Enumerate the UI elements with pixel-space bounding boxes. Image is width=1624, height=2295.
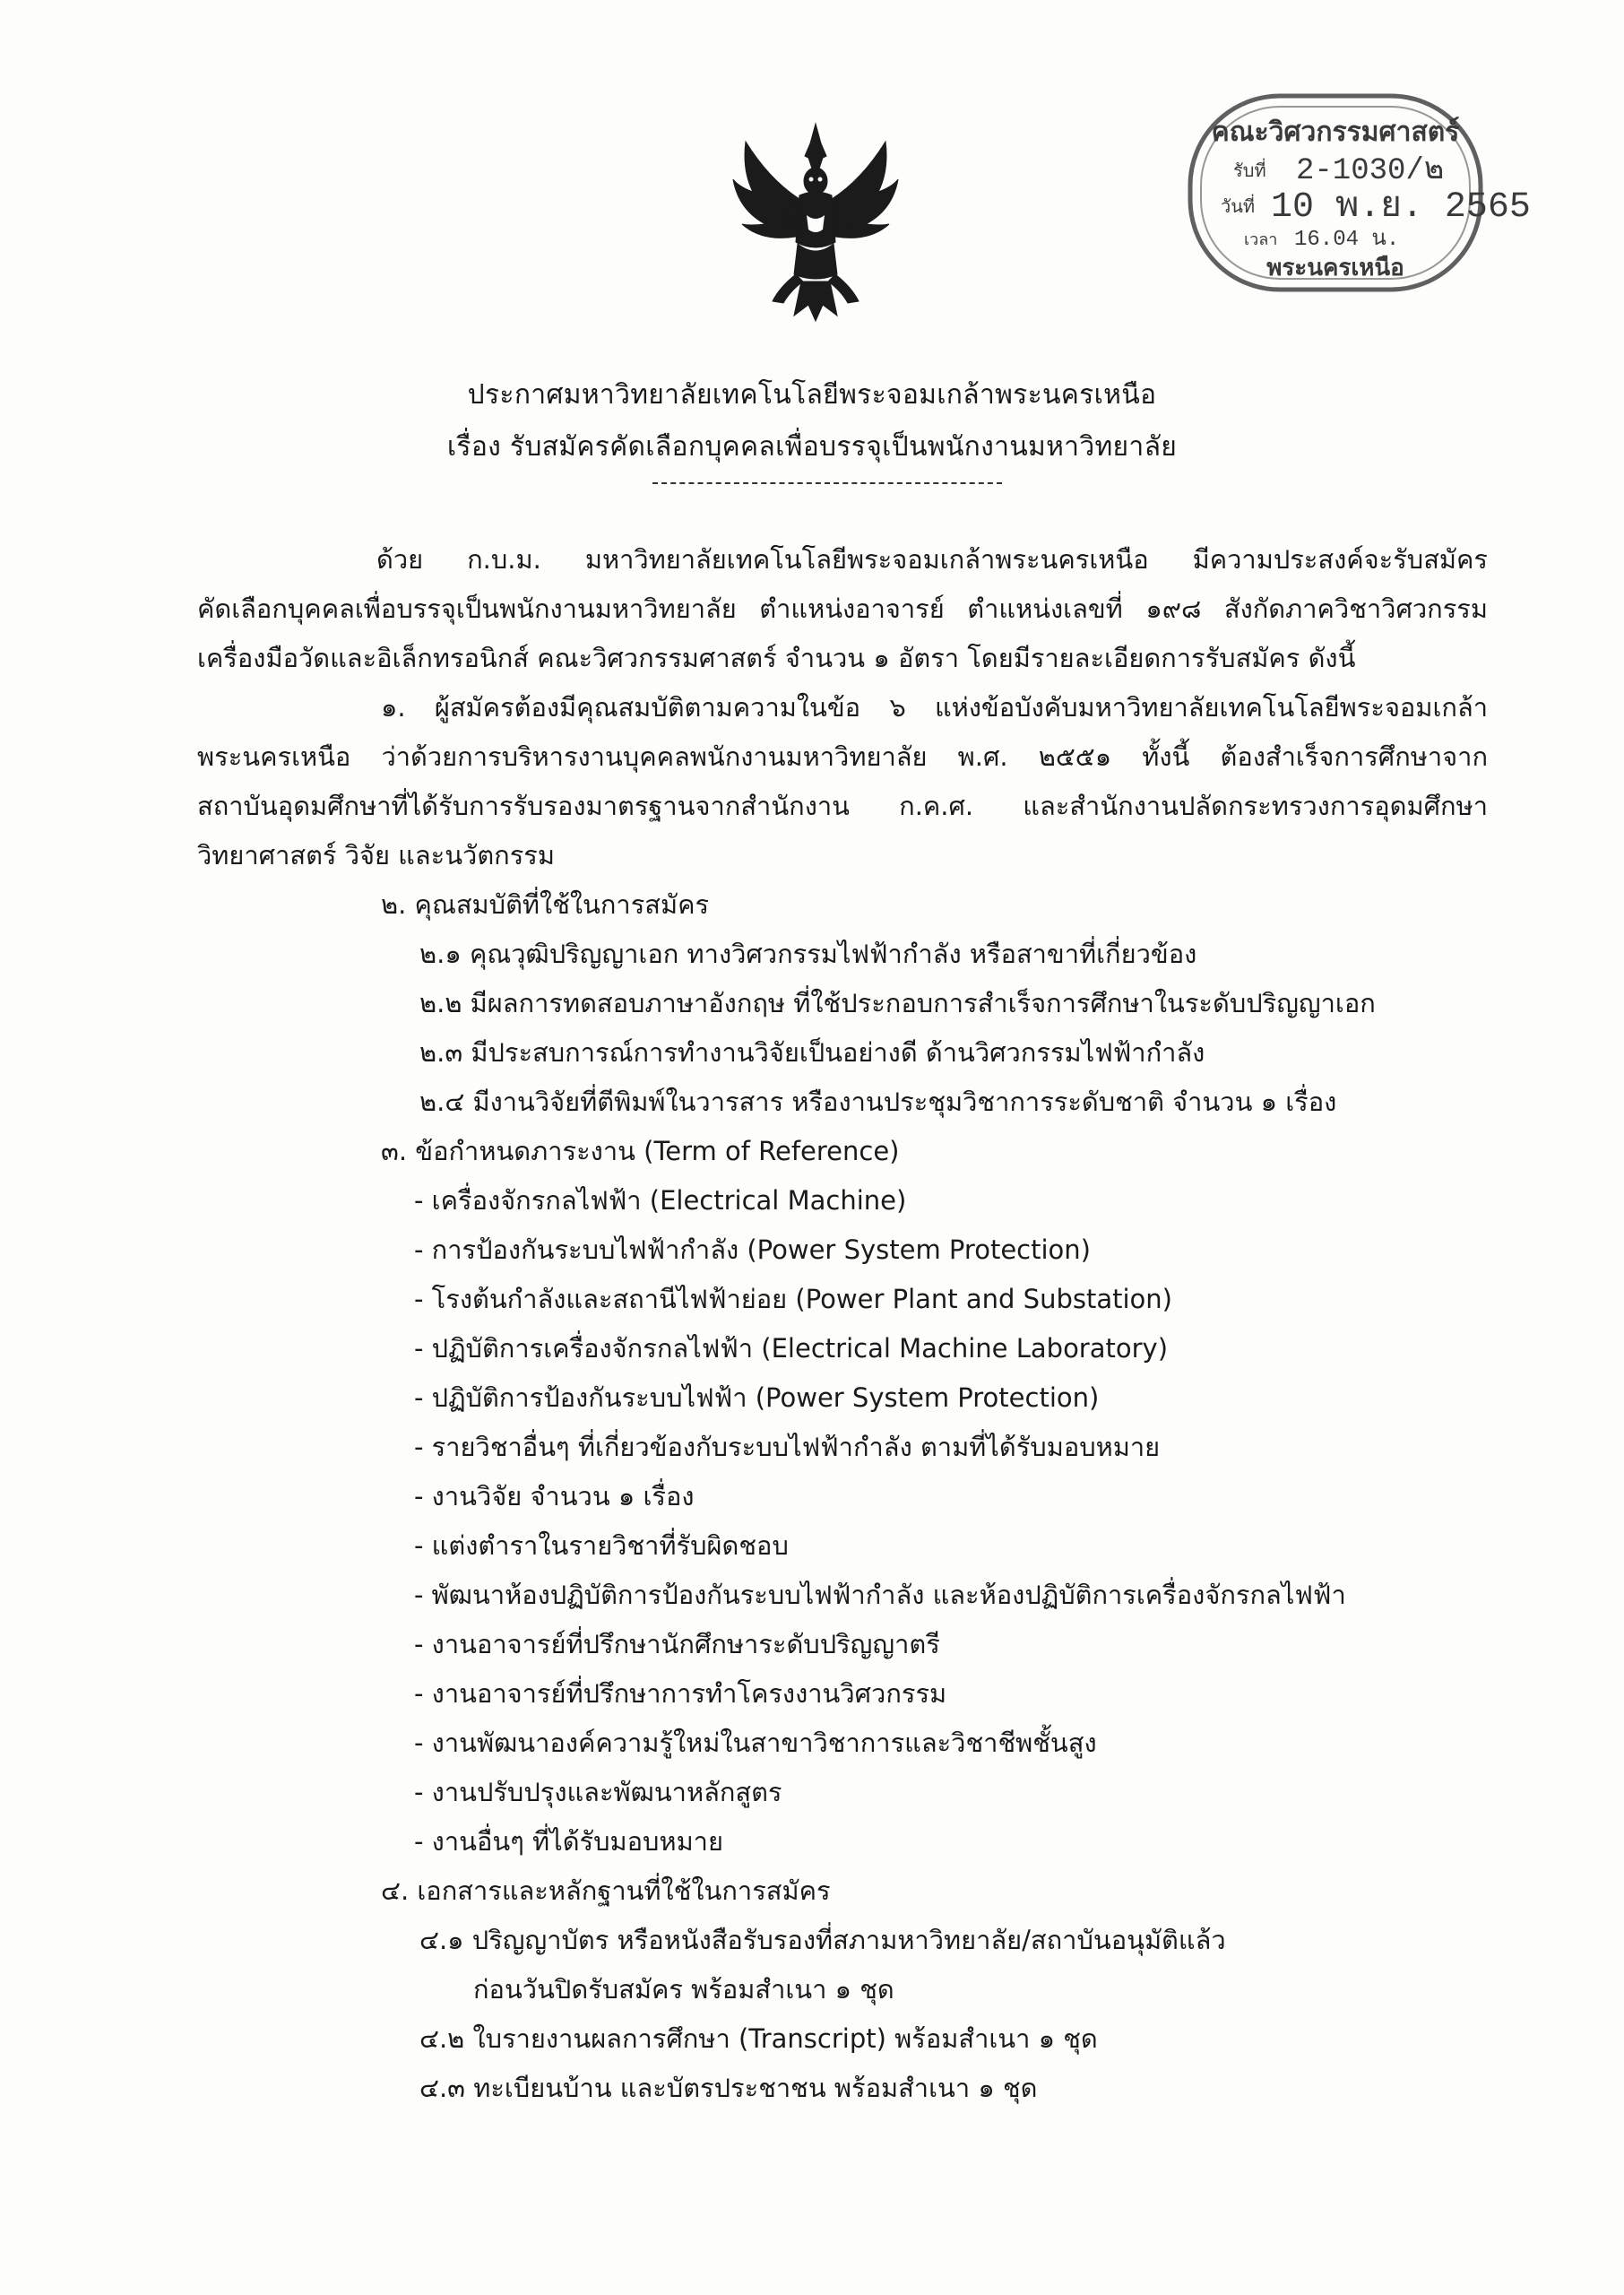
stamp-time: 16.04 น. [1294, 228, 1400, 252]
garuda-emblem-icon [726, 117, 905, 323]
section3-item: - งานอื่นๆ ที่ได้รับมอบหมาย [414, 1826, 723, 1857]
section4-item-1: ๔.๑ ปริญญาบัตร หรือหนังสือรับรองที่สภามหาวิทยาลัย/สถาบันอนุมัติแล้ว [419, 1925, 1226, 1955]
section2-heading: ๒. คุณสมบัติที่ใช้ในการสมัคร [381, 889, 710, 920]
section3-item: - งานอาจารย์ที่ปรึกษานักศึกษาระดับปริญญาตรี [414, 1629, 940, 1659]
stamp-location: พระนครเหนือ [1266, 255, 1404, 282]
stamp-org: คณะวิศวกรรมศาสตร์ [1211, 119, 1460, 150]
section3-item: - การป้องกันระบบไฟฟ้ากำลัง (Power System Protection) [414, 1234, 1091, 1265]
section4-item-1-cont: ก่อนวันปิดรับสมัคร พร้อมสำเนา ๑ ชุด [473, 1974, 894, 2005]
section4-item-3: ๔.๓ ทะเบียนบ้าน และบัตรประชาชน พร้อมสำเนา ๑ ชุด [419, 2073, 1038, 2103]
stamp-date: 10 พ.ย. 2565 [1271, 187, 1531, 228]
section1-line-4: วิทยาศาสตร์ วิจัย และนวัตกรรม [197, 840, 555, 870]
section3-item: - เครื่องจักรกลไฟฟ้า (Electrical Machine) [414, 1185, 907, 1216]
section3-item: - โรงต้นกำลังและสถานีไฟฟ้าย่อย (Power Plant and Substation) [414, 1284, 1172, 1314]
announcement-header [0, 369, 1624, 473]
intro-line-3: เครื่องมือวัดและอิเล็กทรอนิกส์ คณะวิศวกรรมศาสตร์ จำนวน ๑ อัตรา โดยมีรายละเอียดการรับสมัคร ดังนี้ [197, 643, 1356, 673]
announcement-body [197, 535, 1488, 2113]
stamp-number-label: รับที่ [1233, 162, 1266, 183]
section4-heading: ๔. เอกสารและหลักฐานที่ใช้ในการสมัคร [381, 1875, 831, 1906]
section1-line-2: พระนครเหนือ ว่าด้วยการบริหารงานบุคคลพนักงานมหาวิทยาลัย พ.ศ. ๒๕๕๑ ทั้งนี้ ต้องสำเร็จการศึกษาจาก [197, 741, 1488, 772]
section3-item: - ปฏิบัติการเครื่องจักรกลไฟฟ้า (Electrical Machine Laboratory) [414, 1333, 1169, 1364]
stamp-date-label: วันที่ [1221, 198, 1256, 219]
section3-item: - งานอาจารย์ที่ปรึกษาการทำโครงงานวิศวกรรม [414, 1678, 947, 1709]
section4-item-2: ๔.๒ ใบรายงานผลการศึกษา (Transcript) พร้อมสำเนา ๑ ชุด [419, 2023, 1098, 2054]
section3-heading: ๓. ข้อกำหนดภาระงาน (Term of Reference) [381, 1136, 900, 1166]
announcement-title: ประกาศมหาวิทยาลัยเทคโนโลยีพระจอมเกล้าพระนครเหนือ [467, 379, 1157, 411]
section2-item: ๒.๓ มีประสบการณ์การทำงานวิจัยเป็นอย่างดี ด้านวิศวกรรมไฟฟ้ากำลัง [419, 1037, 1205, 1068]
stamp-number: 2-1030/๒ [1296, 154, 1445, 188]
section2-item: ๒.๔ มีงานวิจัยที่ตีพิมพ์ในวารสาร หรืองานประชุมวิชาการระดับชาติ จำนวน ๑ เรื่อง [419, 1087, 1337, 1117]
section3-item: - งานปรับปรุงและพัฒนาหลักสูตร [414, 1777, 782, 1807]
section1-line-1: ๑. ผู้สมัครต้องมีคุณสมบัติตามความในข้อ ๖ แห่งข้อบังคับมหาวิทยาลัยเทคโนโลยีพระจอมเกล้า [381, 692, 1488, 723]
intro-line-1: ด้วย ก.บ.ม. มหาวิทยาลัยเทคโนโลยีพระจอมเกล้าพระนครเหนือ มีความประสงค์จะรับสมัคร [376, 544, 1488, 575]
section3-item: - งานวิจัย จำนวน ๑ เรื่อง [414, 1481, 695, 1511]
section3-item: - ปฏิบัติการป้องกันระบบไฟฟ้า (Power System Protection) [414, 1382, 1100, 1413]
stamp-time-label: เวลา [1244, 232, 1278, 250]
section3-item: - พัฒนาห้องปฏิบัติการป้องกันระบบไฟฟ้ากำลัง และห้องปฏิบัติการเครื่องจักรกลไฟฟ้า [414, 1580, 1346, 1610]
section2-item: ๒.๑ คุณวุฒิปริญญาเอก ทางวิศวกรรมไฟฟ้ากำลัง หรือสาขาที่เกี่ยวข้อง [419, 939, 1197, 969]
section3-item: - รายวิชาอื่นๆ ที่เกี่ยวข้องกับระบบไฟฟ้ากำลัง ตามที่ได้รับมอบหมาย [414, 1432, 1161, 1462]
section1-line-3: สถาบันอุดมศึกษาที่ได้รับการรับรองมาตรฐานจากสำนักงาน ก.ค.ศ. และสำนักงานปลัดกระทรวงการอุดมศึกษา [197, 791, 1488, 821]
section3-item: - แต่งตำราในรายวิชาที่รับผิดชอบ [414, 1530, 789, 1561]
section2-item: ๒.๒ มีผลการทดสอบภาษาอังกฤษ ที่ใช้ประกอบการสำเร็จการศึกษาในระดับปริญญาเอก [419, 988, 1376, 1018]
announcement-subject: เรื่อง รับสมัครคัดเลือกบุคคลเพื่อบรรจุเป็นพนักงานมหาวิทยาลัย [446, 431, 1178, 463]
received-stamp [1174, 76, 1531, 309]
intro-line-2: คัดเลือกบุคคลเพื่อบรรจุเป็นพนักงานมหาวิทยาลัย ตำแหน่งอาจารย์ ตำแหน่งเลขที่ ๑๙๘ สังกัดภาควิชาวิศวกรรม [197, 593, 1488, 624]
section3-item: - งานพัฒนาองค์ความรู้ใหม่ในสาขาวิชาการและวิชาชีพชั้นสูง [414, 1728, 1097, 1758]
